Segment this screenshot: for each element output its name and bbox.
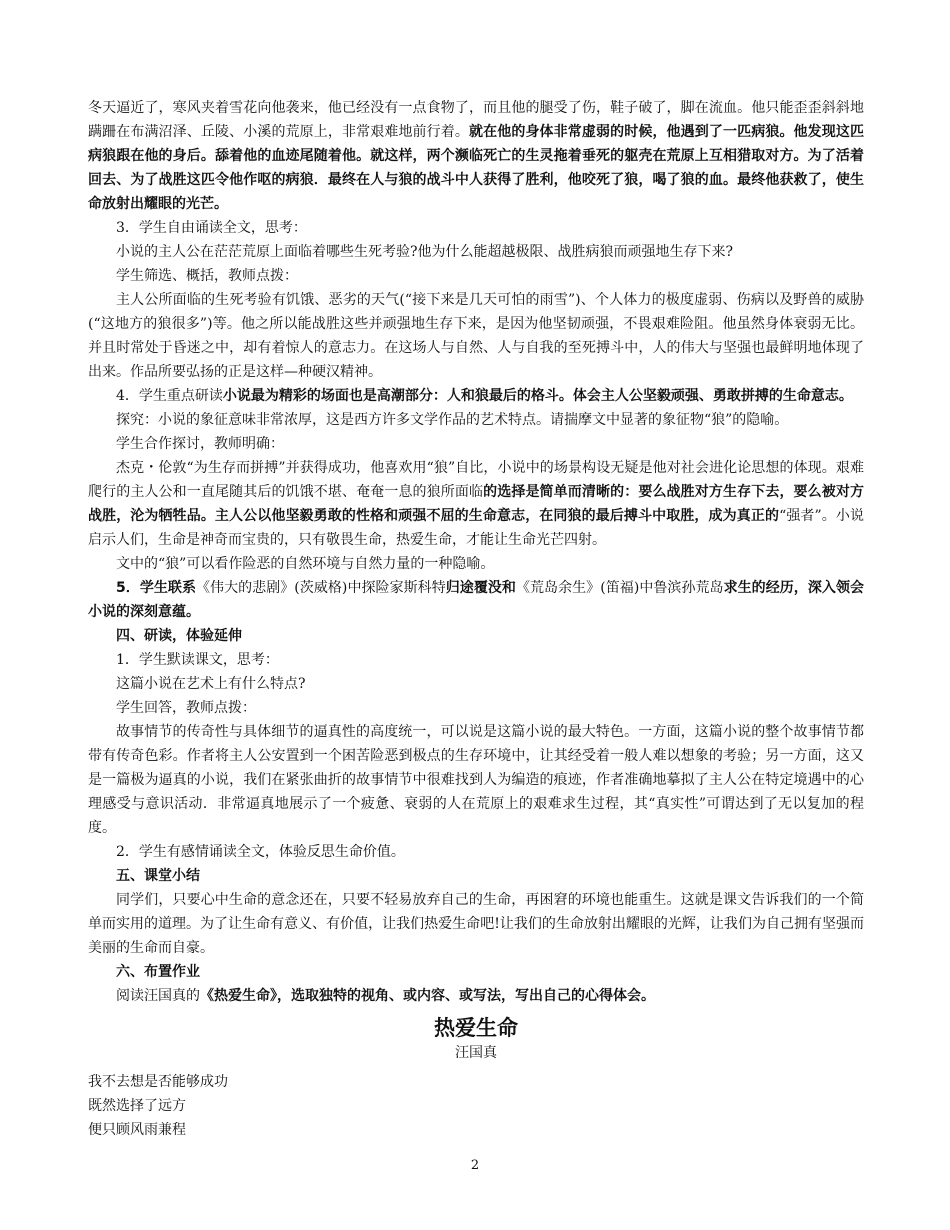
poem-title: 热爱生命	[434, 1016, 518, 1040]
paragraph-story-summary: 冬天逼近了，寒风夹着雪花向他袭来，他已经没有一点食物了，而且他的腿受了伤，鞋子破了，脚在流血。他只能歪歪斜斜地蹒跚在布满沼泽、丘陵、小溪的荒原上，非常艰难地前行着。就在他的身体非常虚弱的时候，他遇到了一匹病狼。他发现这匹病狼跟在他的身后。舔着他的血迹尾随着他。就这样，两个濒临死亡的生灵拖着垂死的躯壳在荒原上互相猎取对方。为了活着回去、为了战胜这匹令他作呕的病狼．最终在人与狼的战斗中人获得了胜利，他咬死了狼，喝了狼的血。最终他获救了，使生命放射出耀眼的光芒。	[88, 100, 864, 212]
paragraph-wolf-metaphor: 文中的“狼”可以看作险恶的自然环境与自然力量的一种隐喻。	[116, 556, 495, 572]
poem-line: 便只顾风雨兼程	[88, 1122, 186, 1138]
page-number: 2	[470, 1158, 480, 1173]
poem-lines	[88, 1070, 864, 1142]
paragraph-art-features: 故事情节的传奇性与具体细节的逼真性的高度统一，可以说是这篇小说的最大特色。一方面，这篇小说的整个故事情节都带有传奇色彩。作者将主人公安置到一个困苦险恶到极点的生存环境中，让其经受着一般人难以想象的考验；另一方面，这又是一篇极为逼真的小说，我们在紧张曲折的故事情节中很难找到人为编造的痕迹，作者准确地摹拟了主人公在特定境遇中的心理感受与意识活动．非常逼真地展示了一个疲惫、衰弱的人在荒原上的艰难求生过程，其“真实性”可谓达到了无以复加的程度。	[88, 724, 864, 836]
question-text: 小说的主人公在茫茫荒原上面临着哪些生死考验?他为什么能超越极限、战胜病狼而顽强地生存下来?	[116, 244, 734, 260]
section-heading-6: 六、布置作业	[116, 964, 200, 980]
poem-author: 汪国真	[455, 1045, 497, 1061]
poem-line: 我不去想是否能够成功	[88, 1074, 228, 1090]
paragraph-wolf-symbol: 杰克・伦敦“为生存而拼搏”并获得成功，他喜欢用“狼”自比，小说中的场景构设无疑是他对社会进化论思想的体现。艰难爬行的主人公和一直尾随其后的饥饿不堪、奄奄一息的狼所面临的选择是简单而清晰的：要么战胜对方生存下去，要么被对方战胜，沦为牺牲品。主人公以他坚毅勇敢的性格和顽强不屈的生命意志，在同狼的最后搏斗中取胜，成为真正的“强者”。小说启示人们，生命是神奇而宝贵的，只有敬畏生命，热爱生命，才能让生命光芒四射。	[88, 460, 864, 548]
teacher-note: 学生合作探讨，教师明确：	[116, 436, 284, 452]
explore-text: 探究：小说的象征意味非常浓厚，这是西方许多文学作品的艺术特点。请揣摩文中显著的象征物“狼”的隐喻。	[116, 412, 789, 428]
poem-line: 既然选择了远方	[88, 1098, 186, 1114]
paragraph-summary: 同学们，只要心中生命的意念还在，只要不轻易放弃自己的生命，再困窘的环境也能重生。这就是课文告诉我们的一个简单而实用的道理。为了让生命有意义、有价值，让我们热爱生命吧!让我们的生命放射出耀眼的光辉，让我们为自己拥有坚强而美丽的生命而自豪。	[88, 892, 864, 956]
section-heading-5: 五、课堂小结	[116, 868, 200, 884]
teacher-note: 学生回答，教师点拨：	[116, 700, 256, 716]
step-4-instruction: 4．学生重点研读小说最为精彩的场面也是高潮部分：人和狼最后的格斗。体会主人公坚毅顽强、勇敢拼搏的生命意志。	[116, 388, 853, 404]
step-5-instruction: 5．学生联系《伟大的悲剧》(茨威格)中探险家斯科特归途覆没和《荒岛余生》(笛福)中鲁滨孙荒岛求生的经历，深入领会小说的深刻意蕴。	[88, 580, 864, 620]
step-1-instruction: 1．学生默读课文，思考：	[116, 652, 279, 668]
step-2-instruction: 2．学生有感情诵读全文，体验反思生命价值。	[116, 844, 405, 860]
document-body	[88, 96, 864, 1008]
teacher-note: 学生筛选、概括，教师点拨：	[116, 268, 298, 284]
paragraph-answer: 主人公所面临的生死考验有饥饿、恶劣的天气(“接下来是几天可怕的雨雪”)、个人体力的极度虚弱、伤病以及野兽的威胁(“这地方的狼很多”)等。他之所以能战胜这些并顽强地生存下来，是因为他坚韧顽强，不畏艰难险阻。他虽然身体衰弱无比。并且时常处于昏迷之中，却有着惊人的意志力。在这场人与自然、人与自我的至死搏斗中，人的伟大与坚强也最鲜明地体现了出来。作品所要弘扬的正是这样—种硬汉精神。	[88, 292, 864, 380]
step-3-instruction: 3．学生自由诵读全文，思考：	[116, 220, 307, 236]
question-text: 这篇小说在艺术上有什么特点?	[116, 676, 306, 692]
homework-text: 阅读汪国真的《热爱生命》，选取独特的视角、或内容、或写法，写出自己的心得体会。	[116, 988, 655, 1004]
poem-section	[88, 1012, 864, 1142]
section-heading-4: 四、研读，体验延伸	[116, 628, 242, 644]
